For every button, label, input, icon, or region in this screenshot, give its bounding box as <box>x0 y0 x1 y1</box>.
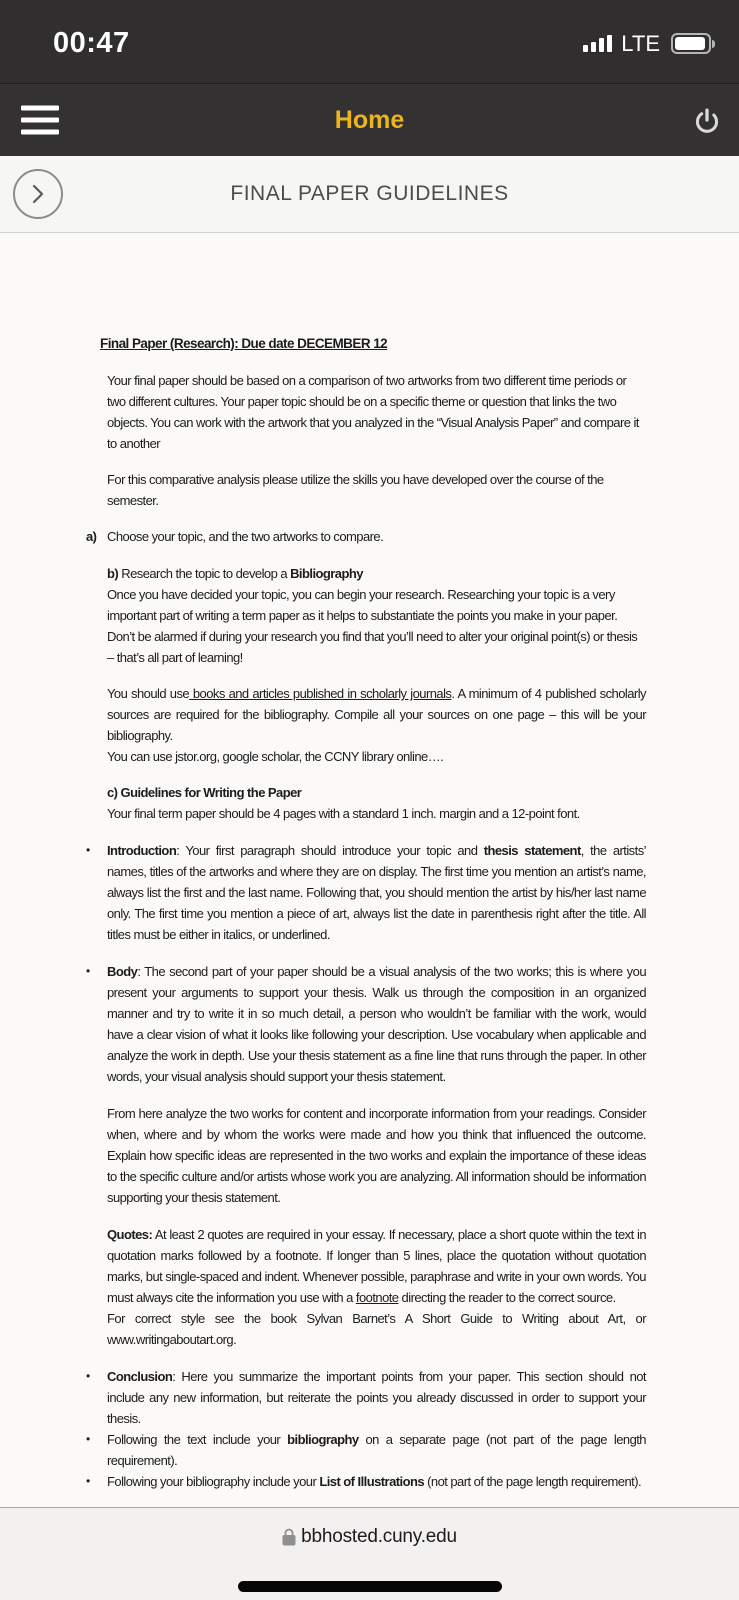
network-type-label: LTE <box>621 30 660 56</box>
doc-paragraph <box>86 782 646 824</box>
battery-icon <box>671 33 711 54</box>
battery-nub <box>712 40 715 48</box>
bullet-marker: • <box>86 1369 90 1383</box>
doc-text: Conclusion: Here you summarize the important points from your paper. This section should not include any new information, but reiterate the points you already discussed in order to support your thesis. <box>107 1369 646 1426</box>
doc-text: You should use books and articles published in scholarly journals. A minimum of 4 published scholarly sources are required for the bibliography. Compile all your sources on one page – this will be your bibliography. You can use jstor.org, google scholar, the CCNY library online…. <box>107 686 647 764</box>
url-row[interactable] <box>0 1508 739 1548</box>
status-bar <box>0 0 739 84</box>
home-indicator[interactable] <box>238 1581 502 1592</box>
doc-list-item <box>86 840 646 945</box>
app-nav-bar <box>0 84 739 156</box>
marker-spacer <box>86 683 107 767</box>
bullet-marker: • <box>86 1432 90 1446</box>
doc-list-item <box>86 961 646 1087</box>
document <box>0 233 739 1492</box>
doc-paragraph <box>86 683 646 767</box>
doc-text: Quotes: At least 2 quotes are required in your essay. If necessary, place a short quote within the text in quotation marks followed by a footnote. If longer than 5 lines, place the quotation without quotation marks, but single-spaced and indent. Whenever possible, paraphrase and write in your own words. You must always cite the information you use with a footnote directing the reader to the correct source. For correct style see the book Sylvan Barnet’s A Short Guide to Writing about Art, or www.writingaboutart.org. <box>107 1227 646 1347</box>
clock: 00:47 <box>53 27 130 59</box>
doc-text: b) Research the topic to develop a Bibliography Once you have decided your topic, you can begin your research. Researching your topic is a very important part of writing a term paper as it helps to substantiate the points you make in your paper. Don’t be alarmed if during your research you find that you’ll need to alter your original point(s) or thesis – that’s all part of learning! <box>107 566 638 665</box>
document-body <box>86 370 646 1492</box>
doc-text: c) Guidelines for Writing the Paper Your final term paper should be 4 pages with a standard 1 inch. margin and a 12-point font. <box>107 785 580 821</box>
document-heading: Final Paper (Research): Due date DECEMBER 12 <box>100 336 388 351</box>
marker-spacer <box>86 469 107 511</box>
doc-text: Introduction: Your first paragraph should introduce your topic and thesis statement, the artists’ names, titles of the artworks and where they are on display. The first time you mention an artist’s name, always list the first and the last name. Following that, you should mention the artist by his/her last name only. The first time you mention a piece of art, always list the date in parenthesis right after the title. All titles must be either in italics, or underlined. <box>107 843 646 942</box>
doc-list-item <box>86 1471 646 1492</box>
nav-title: Home <box>334 105 405 134</box>
chevron-right-icon <box>27 181 49 207</box>
marker-spacer <box>86 563 107 668</box>
doc-text: From here analyze the two works for content and incorporate information from your readings. Consider when, where and by whom the works were made and how you think that influenced the outcome. Explain how specific ideas are represented in the two works and explain the importance of these ideas to the specific culture and/or artists whose work you are analyzing. All information should be information supporting your thesis statement. <box>107 1106 646 1205</box>
expand-button[interactable] <box>13 169 63 219</box>
menu-button[interactable] <box>17 102 63 139</box>
bullet-marker: • <box>86 964 90 978</box>
browser-bar[interactable] <box>0 1507 739 1600</box>
doc-text: Following your bibliography include your List of Illustrations (not part of the page length requirement). <box>107 1474 642 1489</box>
doc-paragraph <box>86 469 646 511</box>
bullet-marker: • <box>86 1474 90 1488</box>
doc-text: Body: The second part of your paper should be a visual analysis of the two works; this is where you present your arguments to support your thesis. Walk us through the composition in an organized manner and try to write it in so much detail, a person who wouldn’t be familiar with the work, would have a clear vision of what it looks like following your description. Use vocabulary when applicable and analyze the work in depth. Use your thesis statement as a fine line that runs through the paper. In other words, your visual analysis should support your thesis statement. <box>107 964 646 1084</box>
logout-button[interactable] <box>691 104 723 136</box>
doc-paragraph <box>86 1224 646 1350</box>
lock-icon <box>282 1528 296 1546</box>
cellular-signal-icon <box>583 35 612 52</box>
marker-spacer <box>86 1224 107 1350</box>
marker-spacer <box>86 782 107 824</box>
doc-list-item <box>86 1429 646 1471</box>
doc-text: Choose your topic, and the two artworks to compare. <box>107 529 384 544</box>
list-letter-marker: a) <box>86 529 97 544</box>
status-icons <box>583 27 711 57</box>
url-label: bbhosted.cuny.edu <box>301 1526 457 1547</box>
doc-text: For this comparative analysis please utilize the skills you have developed over the course of the semester. <box>107 472 604 508</box>
page-header <box>0 156 739 233</box>
battery-level <box>675 37 705 50</box>
doc-text: Your final paper should be based on a comparison of two artworks from two different time periods or two different cultures. Your paper topic should be on a specific theme or question that links the two objects. You can work with the artwork that you analyzed in the “Visual Analysis Paper” and compare it to another <box>107 373 639 451</box>
page-title: FINAL PAPER GUIDELINES <box>230 182 509 205</box>
marker-spacer <box>86 370 107 454</box>
doc-paragraph <box>86 370 646 454</box>
power-icon <box>693 122 721 137</box>
doc-list-item <box>86 1366 646 1429</box>
doc-paragraph <box>86 1103 646 1208</box>
content-area[interactable] <box>0 233 739 1507</box>
doc-text: Following the text include your bibliography on a separate page (not part of the page length requirement). <box>107 1432 646 1468</box>
doc-list-item <box>86 526 646 547</box>
bullet-marker: • <box>86 843 90 857</box>
marker-spacer <box>86 1103 107 1208</box>
doc-paragraph <box>86 563 646 668</box>
